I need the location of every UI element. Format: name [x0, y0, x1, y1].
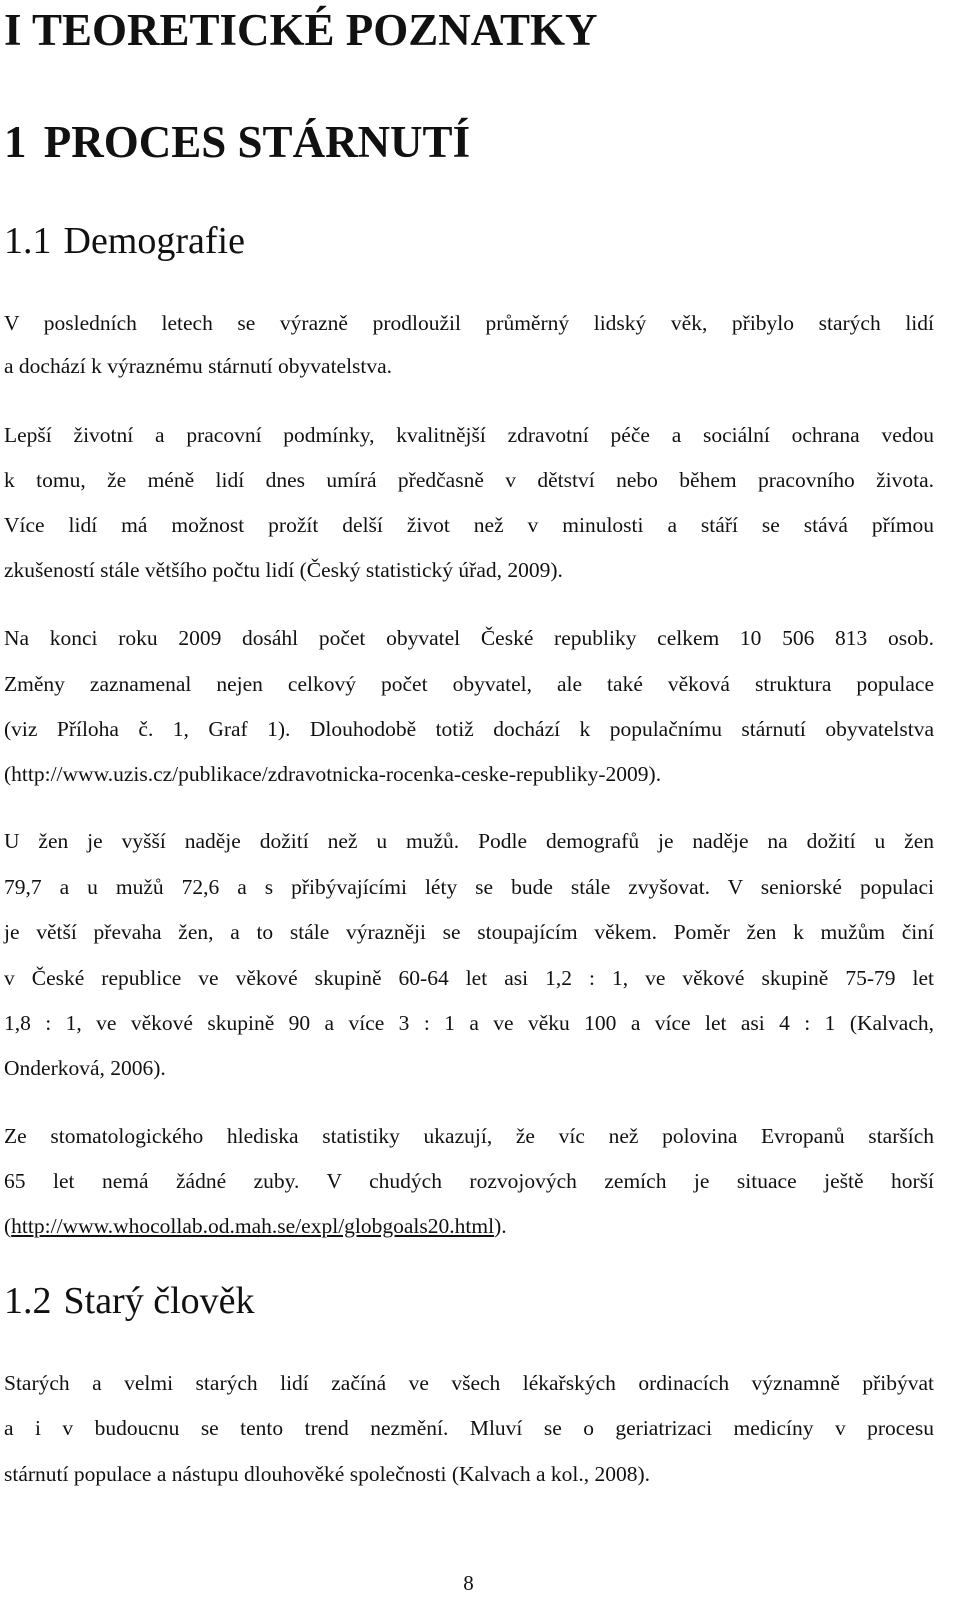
paragraph-line: a dochází k výraznému stárnutí obyvatelstva. [4, 354, 393, 378]
paragraph-line: Ze stomatologického hlediska statistiky ukazují, že víc než polovina Evropanů starších [4, 1124, 934, 1148]
paragraph-line: Lepší životní a pracovní podmínky, kvalitnější zdravotní péče a sociální ochrana vedou [4, 423, 934, 447]
whocollab-link[interactable]: http://www.whocollab.od.mah.se/expl/globgoals20.html [11, 1214, 495, 1238]
section-title-text: Demografie [63, 220, 245, 262]
paragraph-line: je větší převaha žen, a to stále výrazněji se stoupajícím věkem. Poměr žen k mužům činí [4, 920, 934, 944]
paragraph-line: zkušeností stále většího počtu lidí (Český statistický úřad, 2009). [4, 558, 563, 582]
paragraph-line: 65 let nemá žádné zuby. V chudých rozvojových zemích je situace ještě horší [4, 1169, 934, 1193]
paragraph-line: 1,8 : 1, ve věkové skupině 90 a více 3 : 1 a ve věku 100 a více let asi 4 : 1 (Kalvach, [4, 1011, 934, 1035]
section-number: 1.2 [4, 1280, 52, 1322]
section-title-demografie [4, 216, 245, 266]
paragraph-line: Onderková, 2006). [4, 1056, 166, 1080]
paragraph-line [4, 1213, 934, 1239]
paragraph-line: v České republice ve věkové skupině 60-64 let asi 1,2 : 1, ve věkové skupině 75-79 let [4, 966, 934, 990]
chapter-title-text: PROCES STÁRNUTÍ [43, 117, 471, 167]
page-number: 8 [463, 1571, 474, 1595]
paragraph-line: 79,7 a u mužů 72,6 a s přibývajícími léty se bude stále zvyšovat. V seniorské populaci [4, 875, 934, 899]
paragraph-line: Na konci roku 2009 dosáhl počet obyvatel České republiky celkem 10 506 813 osob. [4, 626, 934, 650]
paragraph-line: (http://www.uzis.cz/publikace/zdravotnicka-rocenka-ceske-republiky-2009). [4, 762, 662, 786]
paren-open: ( [4, 1214, 12, 1238]
paragraph-line: Starých a velmi starých lidí začíná ve všech lékařských ordinacích významně přibývat [4, 1371, 934, 1395]
paragraph-line: stárnutí populace a nástupu dlouhověké společnosti (Kalvach a kol., 2008). [4, 1462, 651, 1486]
section-title-text: Starý člověk [63, 1280, 255, 1322]
paragraph-line: k tomu, že méně lidí dnes umírá předčasně v dětství nebo během pracovního života. [4, 468, 934, 492]
paragraph-line: (viz Příloha č. 1, Graf 1). Dlouhodobě totiž dochází k populačnímu stárnutí obyvatelstva [4, 717, 934, 741]
section-number: 1.1 [4, 220, 52, 262]
paragraph-line: V posledních letech se výrazně prodloužil průměrný lidský věk, přibylo starých lidí [4, 311, 934, 335]
section-title-stary-clovek [4, 1276, 255, 1326]
paragraph-line: a i v budoucnu se tento trend nezmění. Mluví se o geriatrizaci medicíny v procesu [4, 1416, 934, 1440]
paragraph-line: Změny zaznamenal nejen celkový počet obyvatel, ale také věková struktura populace [4, 672, 934, 696]
paren-close: ). [494, 1214, 507, 1238]
paragraph-line: U žen je vyšší naděje dožití než u mužů. Podle demografů je naděje na dožití u žen [4, 829, 934, 853]
chapter-number: 1 [4, 117, 27, 167]
part-title: I TEORETICKÉ POZNATKY [4, 5, 598, 55]
paragraph-line: Více lidí má možnost prožít delší život než v minulosti a stáří se stává přímou [4, 513, 934, 537]
chapter-title [4, 114, 470, 170]
